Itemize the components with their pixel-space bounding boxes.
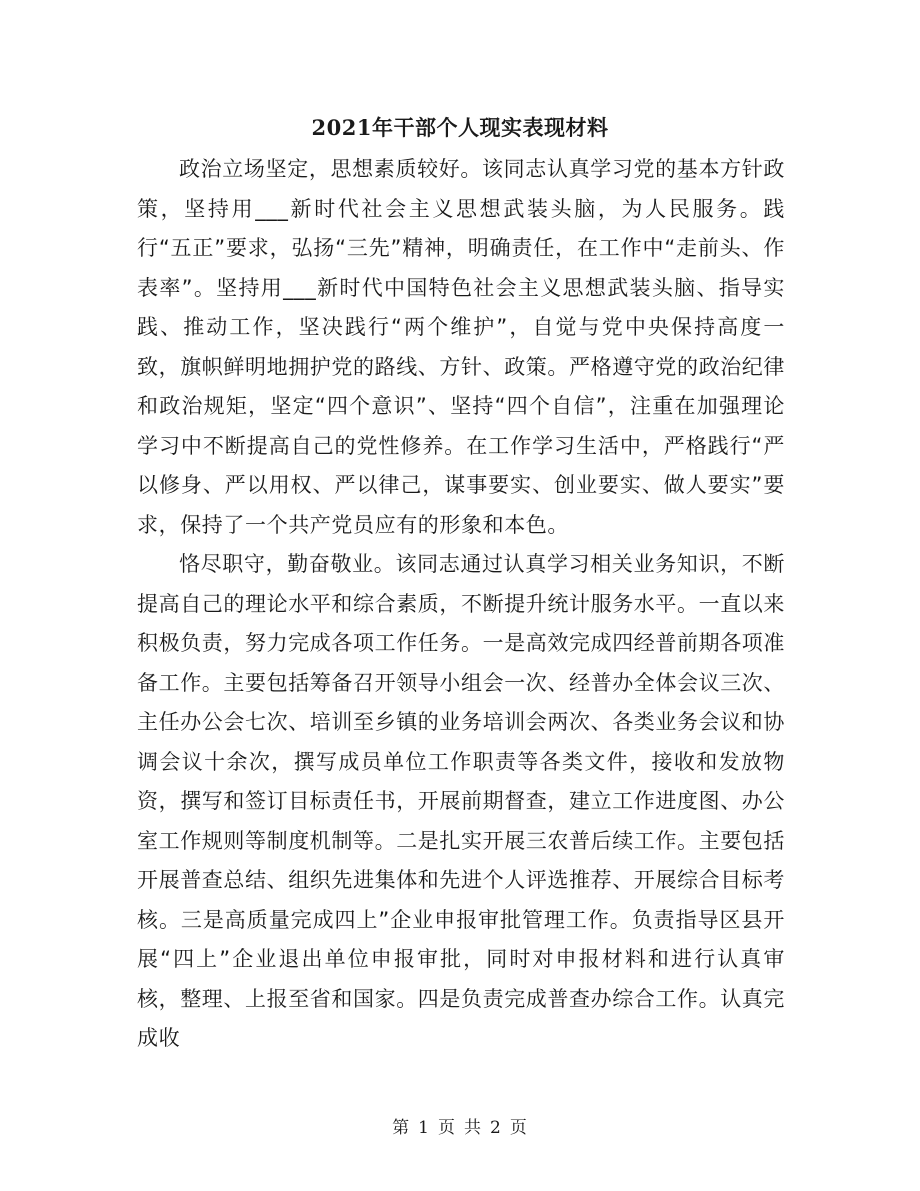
document-title: 2021年干部个人现实表现材料 (311, 115, 609, 140)
footer-total-pages: 2 (490, 1118, 502, 1138)
footer-page-unit: 页 (438, 1118, 456, 1138)
page-footer (0, 1113, 920, 1138)
footer-prefix: 第 (392, 1118, 411, 1138)
paragraph-work-diligence: 恪尽职守，勤奋敬业。该同志通过认真学习相关业务知识，不断提高自己的理论水平和综合素质，不断提升统计服务水平。一直以来积极负责，努力完成各项工作任务。一是高效完成四经普前期各项准备工作。主要包括筹备召开领导小组会一次、经普办全体会议三次、主任办公会七次、培训至乡镇的业务培训会两次、各类业务会议和协调会议十余次，撰写成员单位工作职责等各类文件，接收和发放物资，撰写和签订目标责任书，开展前期督查，建立工作进度图、办公室工作规则等制度机制等。二是扎实开展三农普后续工作。主要包括开展普查总结、组织先进集体和先进个人评选推荐、开展综合目标考核。三是高质量完成四上”企业申报审批管理工作。负责指导区县开展“四上”企业退出单位申报审批，同时对申报材料和进行认真审核，整理、上报至省和国家。四是负责完成普查办综合工作。认真完成收 (137, 552, 785, 1050)
document-body (137, 150, 785, 1059)
paragraph-political-stance: 政治立场坚定，思想素质较好。该同志认真学习党的基本方针政策，坚持用___新时代社会主义思想武装头脑，为人民服务。践行“五正”要求，弘扬“三先”精神，明确责任，在工作中“走前头、作表率”。坚持用___新时代中国特色社会主义思想武装头脑、指导实践、推动工作，坚决践行“两个维护”，自觉与党中央保持高度一致，旗帜鲜明地拥护党的路线、方针、政策。严格遵守党的政治纪律和政治规矩，坚定“四个意识”、坚持“四个自信”，注重在加强理论学习中不断提高自己的党性修养。在工作学习生活中，严格践行“严以修身、严以用权、严以律己，谋事要实、创业要实、做人要实”要求，保持了一个共产党员应有的形象和本色。 (137, 157, 785, 537)
footer-total-unit: 页 (509, 1118, 528, 1138)
footer-current-page: 1 (418, 1118, 430, 1138)
footer-total-prefix: 共 (464, 1118, 482, 1138)
